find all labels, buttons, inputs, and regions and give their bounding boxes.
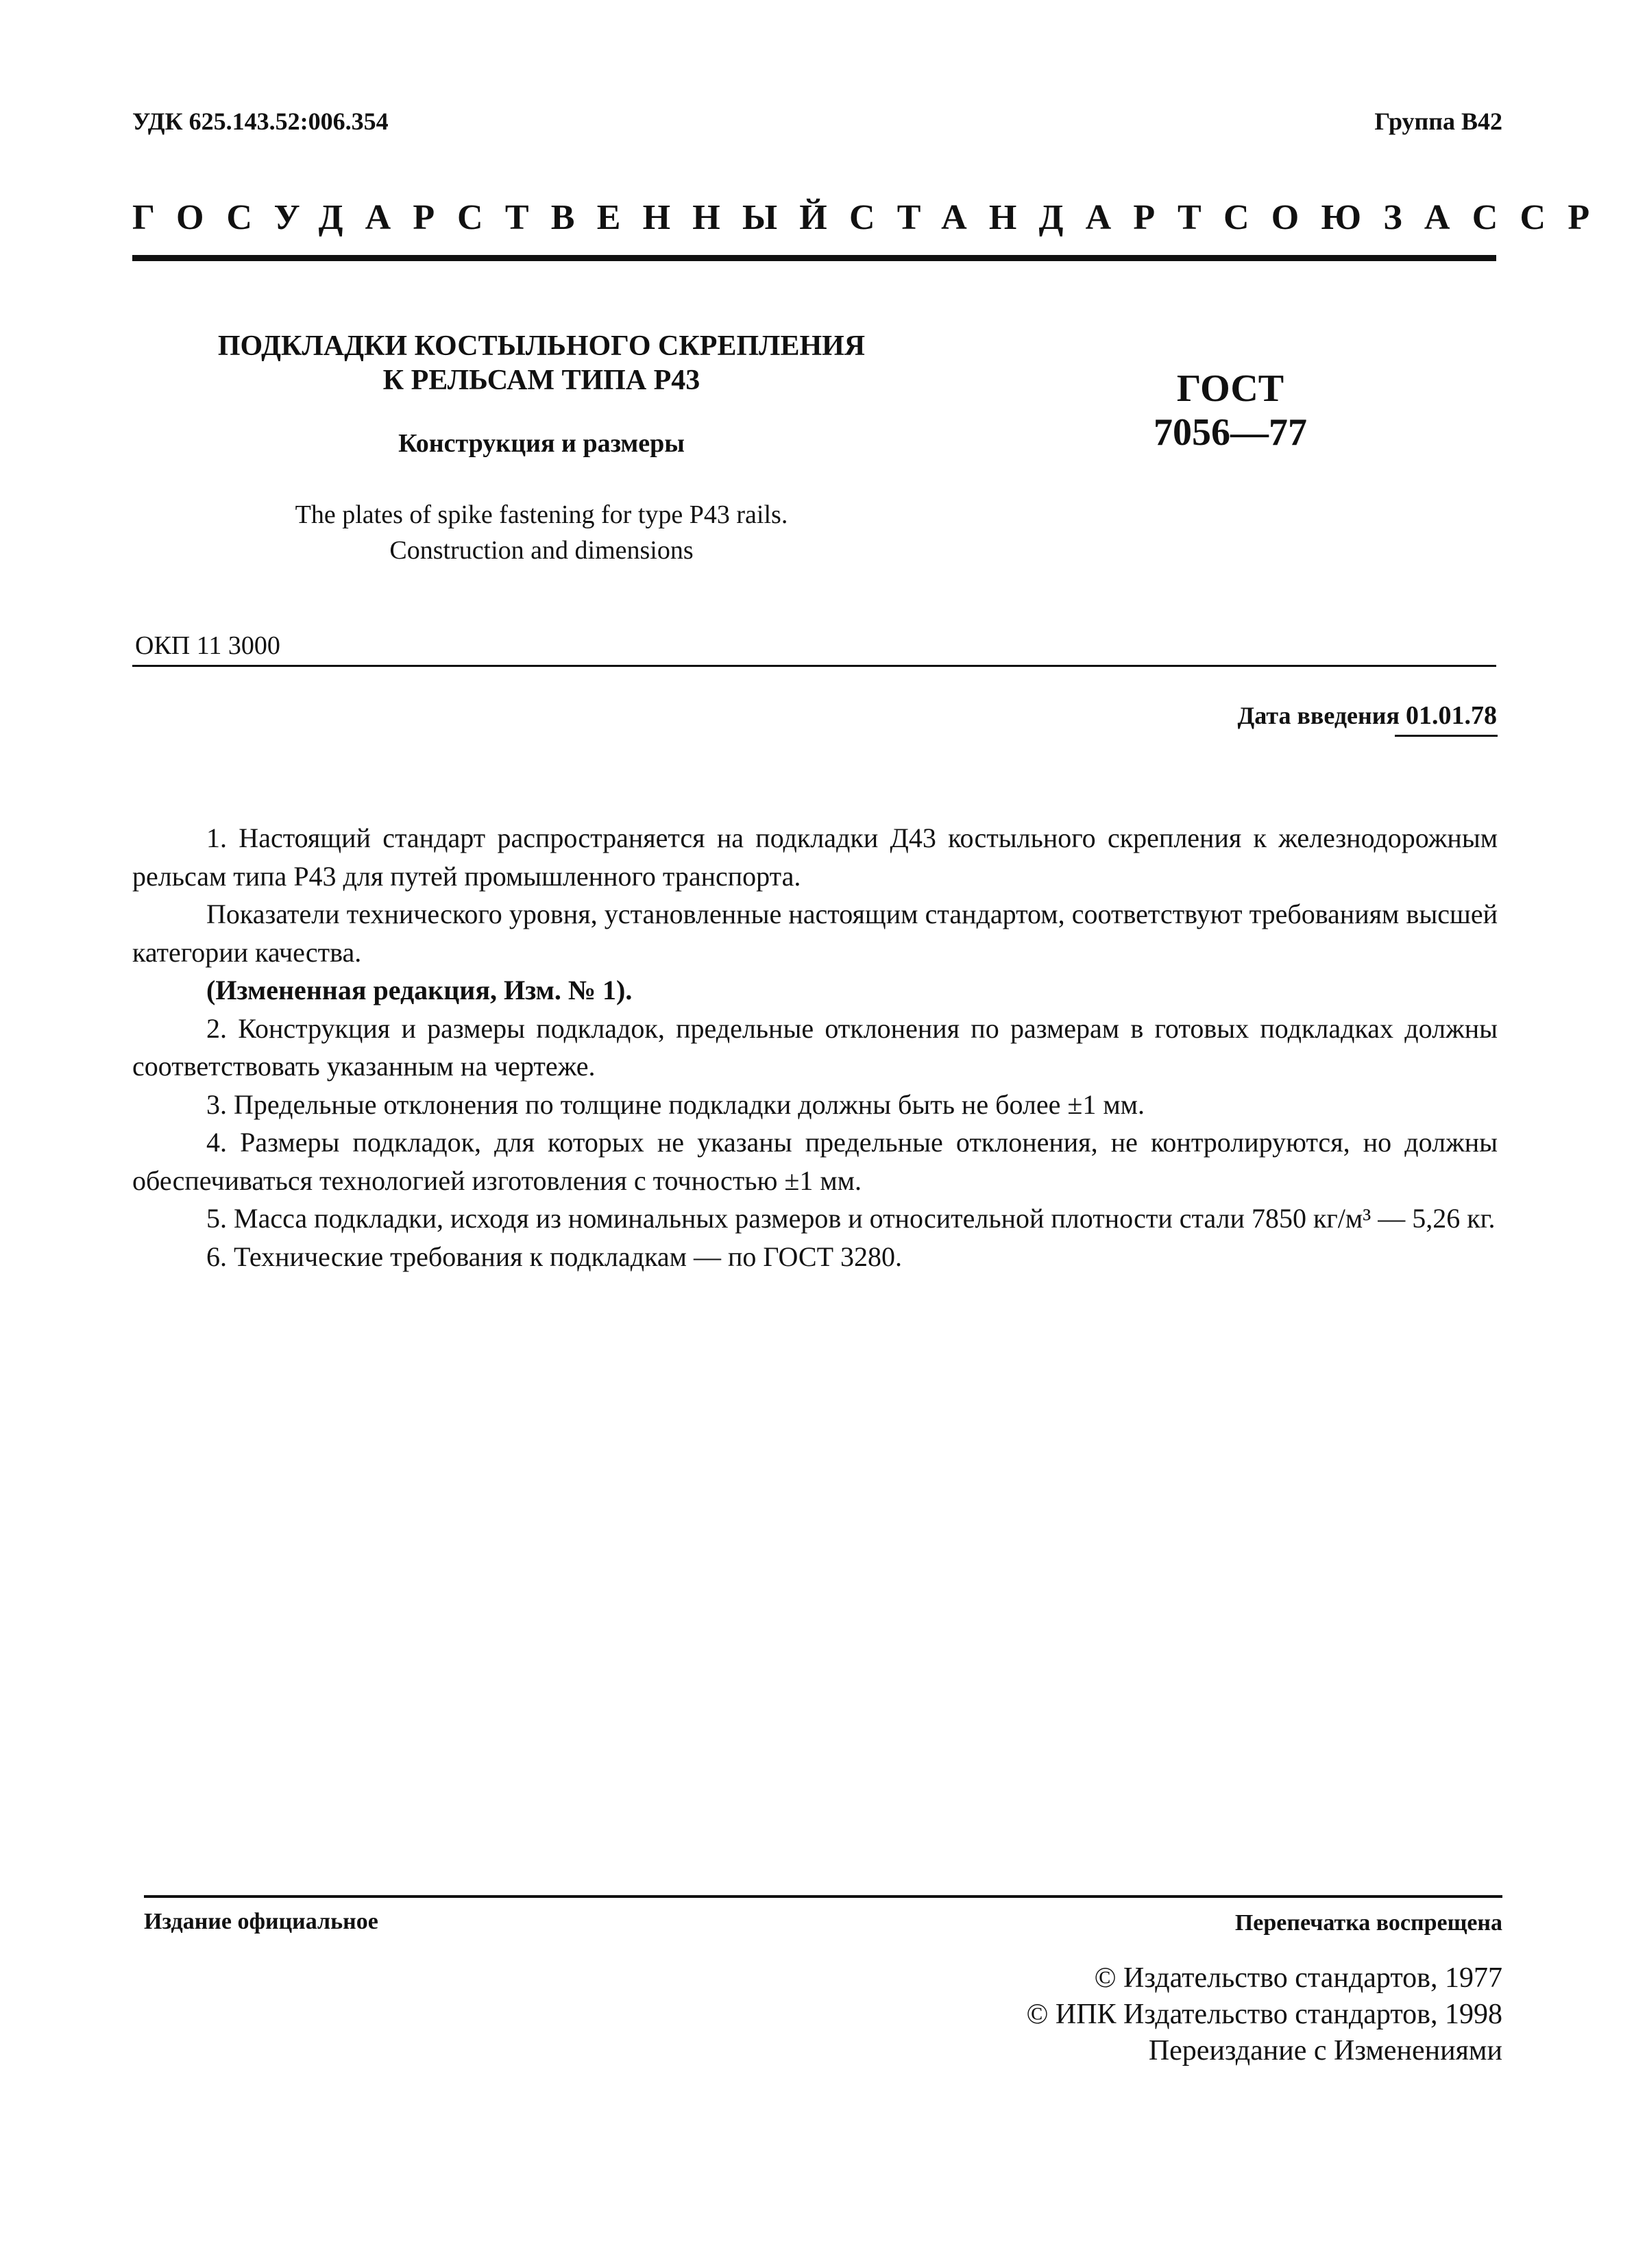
group-code: Группа В42 (1374, 108, 1502, 135)
english-title-line: Construction and dimensions (389, 536, 694, 565)
body-paragraph: 4. Размеры подкладок, для которых не указаны предельные отклонения, не контролируются, но должны обеспечиваться технологией изготовления с точностью ±1 мм. (132, 1127, 1498, 1196)
copyright-line: © Издательство стандартов, 1977 (1094, 1962, 1502, 1994)
body-paragraph: 1. Настоящий стандарт распространяется на подкладки Д43 костыльного скрепления к железнодорожным рельсам типа Р43 для путей промышленного транспорта. (132, 822, 1498, 892)
title-line: ПОДКЛАДКИ КОСТЫЛЬНОГО СКРЕПЛЕНИЯ (217, 330, 866, 362)
body-paragraph: 2. Конструкция и размеры подкладок, предельные отклонения по размерам в готовых подкладках должны соответствовать указанным на чертеже. (132, 1012, 1498, 1082)
okp-code: ОКП 11 3000 (135, 631, 280, 660)
document-title (158, 329, 925, 398)
document-subtitle: Конструкция и размеры (398, 429, 685, 458)
copyright-block (1026, 1960, 1502, 2069)
udk-code: УДК 625.143.52:006.354 (132, 108, 389, 135)
middle-rule (132, 665, 1496, 667)
standard-banner (132, 197, 1612, 238)
date-value: 01.01.78 (1406, 701, 1497, 730)
date-underline (1395, 735, 1498, 737)
banner-word: ГОСУДАРСТВЕННЫЙ (132, 198, 849, 237)
document-body (132, 819, 1498, 1276)
copyright-line: © ИПК Издательство стандартов, 1998 (1026, 1999, 1502, 2030)
body-paragraph: Показатели технического уровня, установленные настоящим стандартом, соответствуют требованиям высшей категории качества. (132, 899, 1498, 968)
gost-designation (1097, 367, 1364, 454)
body-paragraph: 5. Масса подкладки, исходя из номинальных размеров и относительной плотности стали 7850 кг/м³ — 5,26 кг. (206, 1203, 1496, 1234)
body-paragraph: 6. Технические требования к подкладкам — по ГОСТ 3280. (206, 1241, 903, 1272)
top-rule (132, 255, 1496, 261)
banner-word: ССР (1472, 198, 1612, 237)
reprint-prohibited-label: Перепечатка воспрещена (1234, 1910, 1502, 1936)
amendment-note: (Измененная редакция, Изм. № 1). (206, 975, 633, 1005)
body-paragraph: 3. Предельные отклонения по толщине подкладки должны быть не более ±1 мм. (206, 1088, 1145, 1120)
gost-label: ГОСТ (1176, 367, 1284, 410)
banner-word: СОЮЗА (1223, 198, 1472, 237)
banner-word: СТАНДАРТ (849, 198, 1223, 237)
introduction-date (1238, 700, 1498, 731)
date-label: Дата введения (1237, 702, 1400, 729)
title-line: К РЕЛЬСАМ ТИПА Р43 (382, 365, 700, 396)
reissue-note: Переиздание с Изменениями (1148, 2035, 1502, 2066)
official-edition-label: Издание официальное (144, 1909, 378, 1934)
english-title (158, 497, 925, 568)
footer-rule (144, 1895, 1502, 1898)
gost-number: 7056—77 (1154, 411, 1307, 454)
english-title-line: The plates of spike fastening for type P43 rails. (295, 500, 788, 529)
